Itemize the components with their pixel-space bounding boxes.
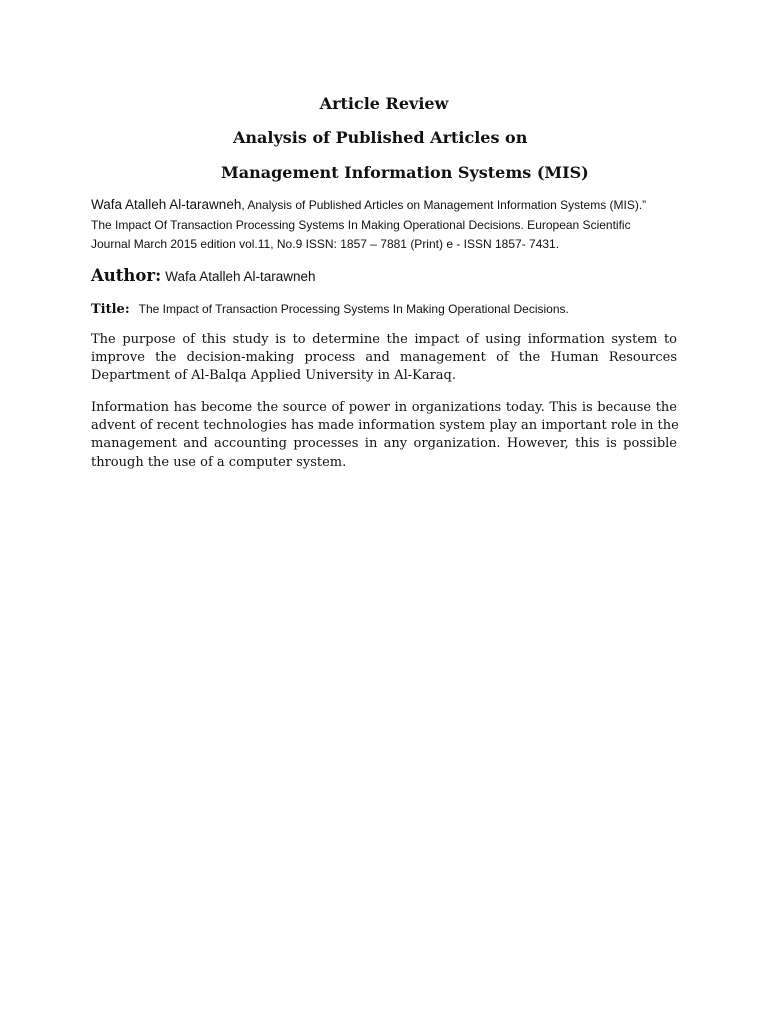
paragraph-line: Department of Al-Balqa Applied University in Al-Karaq. bbox=[91, 368, 456, 384]
article-review-heading: Article Review bbox=[319, 94, 449, 113]
paragraph-line: management and accounting processes in any organization. However, this is possible bbox=[91, 436, 677, 452]
title-row bbox=[91, 300, 569, 318]
paragraph-line: improve the decision-making process and management of the Human Resources bbox=[91, 350, 677, 366]
citation-author: Wafa Atalleh Al-tarawneh bbox=[91, 197, 242, 212]
paragraph-information bbox=[91, 399, 677, 472]
paragraph-line: Information has become the source of power in organizations today. This is because the bbox=[91, 400, 677, 415]
paragraph-line: The purpose of this study is to determine the impact of using information system to bbox=[91, 332, 677, 347]
title-value: The Impact of Transaction Processing Systems In Making Operational Decisions. bbox=[138, 302, 569, 316]
citation-block bbox=[91, 195, 691, 255]
author-value: Wafa Atalleh Al-tarawneh bbox=[165, 269, 316, 284]
citation-line-3: Journal March 2015 edition vol.11, No.9 ISSN: 1857 – 7881 (Print) e - ISSN 1857- 7431. bbox=[91, 237, 560, 251]
author-label: Author: bbox=[91, 266, 162, 285]
title-label: Title: bbox=[91, 302, 130, 317]
citation-line-1 bbox=[91, 195, 691, 216]
article-title-heading-line1: Analysis of Published Articles on bbox=[233, 128, 528, 147]
paragraph-purpose bbox=[91, 331, 677, 386]
author-row bbox=[91, 266, 316, 286]
citation-title: , Analysis of Published Articles on Management Information Systems (MIS).” bbox=[241, 198, 647, 212]
article-title-heading-line2: Management Information Systems (MIS) bbox=[221, 163, 589, 182]
paragraph-line: through the use of a computer system. bbox=[91, 454, 347, 470]
citation-line-2: The Impact Of Transaction Processing Systems In Making Operational Decisions. European Scientific bbox=[91, 217, 631, 232]
paragraph-line: advent of recent technologies has made information system play an important role in the bbox=[91, 418, 679, 434]
